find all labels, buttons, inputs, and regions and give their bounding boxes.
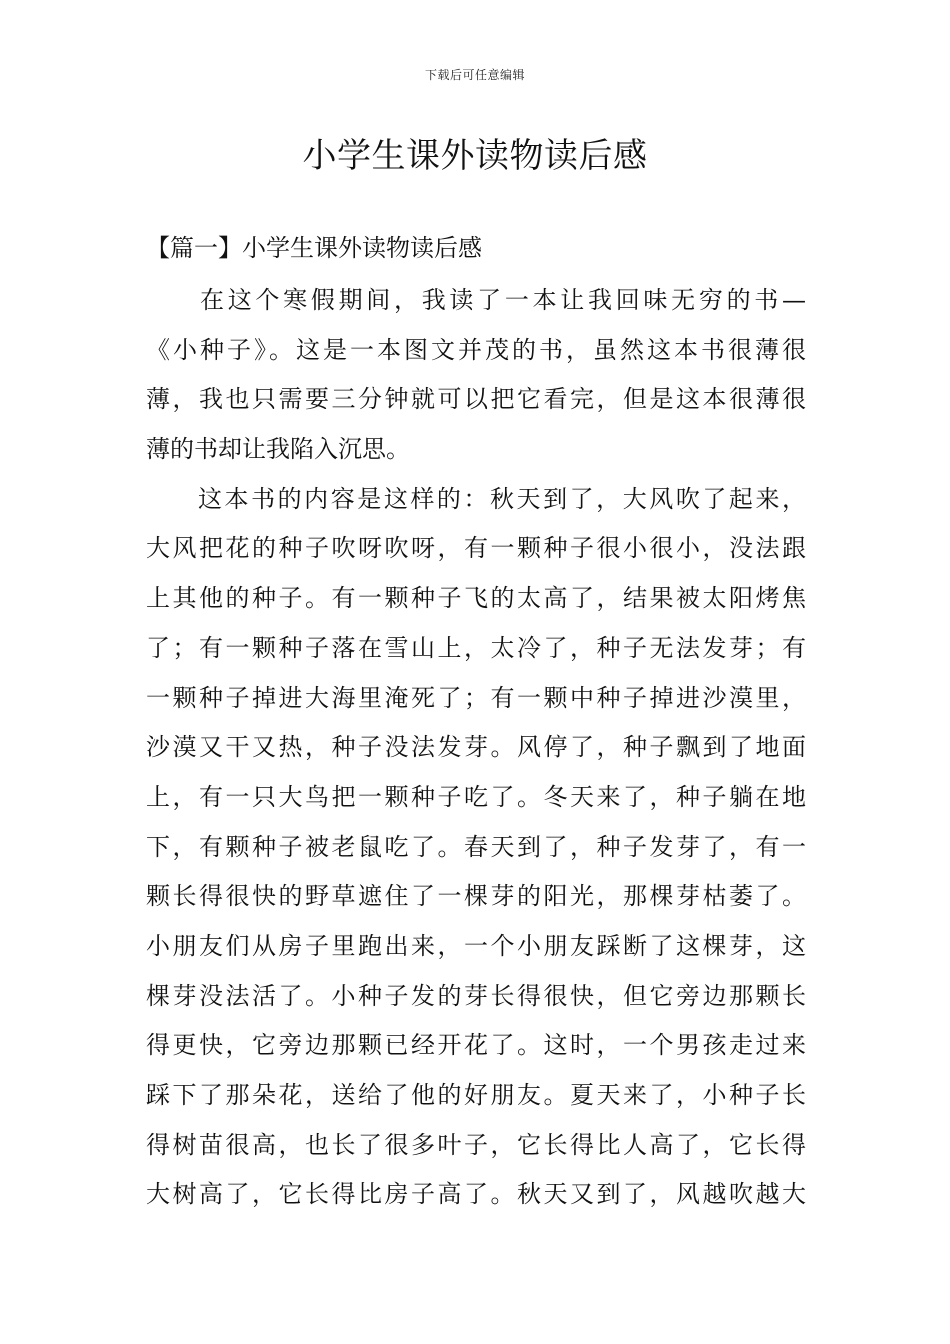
- text-line: 了；有一颗种子落在雪山上，太冷了，种子无法发芽；有: [146, 633, 806, 662]
- text-line: 大风把花的种子吹呀吹呀，有一颗种子很小很小，没法跟: [146, 534, 806, 563]
- text-line: 薄，我也只需要三分钟就可以把它看完，但是这本很薄很: [146, 385, 806, 414]
- document-title: 小学生课外读物读后感: [302, 136, 648, 176]
- text-line: 上其他的种子。有一颗种子飞的太高了，结果被太阳烤焦: [146, 584, 806, 613]
- text-line: 薄的书却让我陷入沉思。: [146, 435, 410, 464]
- text-line: 下，有颗种子被老鼠吃了。春天到了，种子发芽了，有一: [146, 832, 806, 861]
- body-text: [146, 282, 806, 1226]
- text-line: 得更快，它旁边那颗已经开花了。这时，一个男孩走过来: [146, 1031, 806, 1060]
- header-note: 下载后可任意编辑: [424, 68, 525, 82]
- section-heading: 【篇一】小学生课外读物读后感: [146, 234, 482, 262]
- text-line: 棵芽没法活了。小种子发的芽长得很快，但它旁边那颗长: [146, 981, 806, 1010]
- text-line: 得树苗很高，也长了很多叶子，它长得比人高了，它长得: [146, 1130, 806, 1159]
- text-line: 上，有一只大鸟把一颗种子吃了。冬天来了，种子躺在地: [146, 782, 806, 811]
- text-line: 颗长得很快的野草遮住了一棵芽的阳光，那棵芽枯萎了。: [146, 882, 806, 911]
- text-line: 一颗种子掉进大海里淹死了；有一颗中种子掉进沙漠里，: [146, 683, 806, 712]
- text-line: 踩下了那朵花，送给了他的好朋友。夏天来了，小种子长: [146, 1081, 806, 1109]
- text-line: 在这个寒假期间，我读了一本让我回味无穷的书—: [200, 286, 806, 314]
- text-line: 大树高了，它长得比房子高了。秋天又到了，风越吹越大: [146, 1180, 806, 1209]
- paragraph-2: [146, 481, 806, 1226]
- paragraph-1: [146, 282, 806, 481]
- text-line: 小朋友们从房子里跑出来，一个小朋友踩断了这棵芽，这: [146, 931, 806, 960]
- text-line: 这本书的内容是这样的：秋天到了，大风吹了起来，: [198, 484, 806, 513]
- text-line: 《小种子》。这是一本图文并茂的书，虽然这本书很薄很: [146, 335, 806, 364]
- text-line: 沙漠又干又热，种子没法发芽。风停了，种子飘到了地面: [146, 733, 806, 762]
